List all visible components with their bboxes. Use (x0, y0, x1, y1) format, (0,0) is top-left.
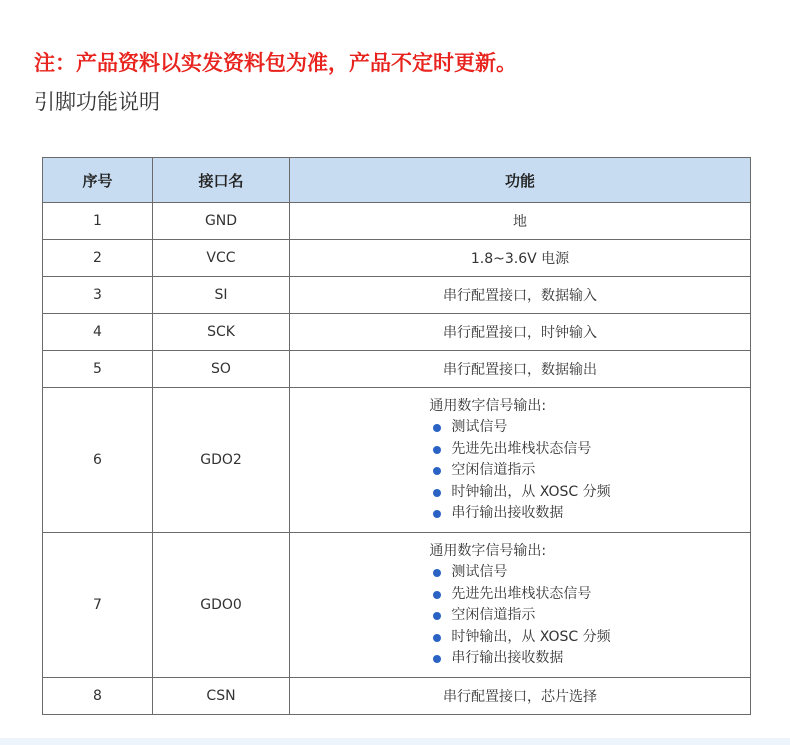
list-item: 串行输出接收数据 (429, 503, 610, 525)
pin-number: 7 (43, 533, 153, 678)
pin-number: 4 (43, 314, 153, 351)
list-item: 串行输出接收数据 (429, 648, 610, 670)
header-interface: 接口名 (153, 158, 290, 203)
table-row (43, 277, 751, 314)
pin-function: 地 (290, 203, 751, 240)
pin-function: 串行配置接口，芯片选择 (290, 678, 751, 715)
pin-name: CSN (153, 678, 290, 715)
function-list (429, 396, 610, 525)
list-item: 空闲信道指示 (429, 460, 610, 482)
function-lead: 通用数字信号输出: (429, 397, 547, 414)
pin-name: SI (153, 277, 290, 314)
pin-function: 串行配置接口，数据输出 (290, 351, 751, 388)
product-notice: 注：产品资料以实发资料包为准，产品不定时更新。 (34, 51, 517, 75)
table-row (43, 240, 751, 277)
list-item: 空闲信道指示 (429, 605, 610, 627)
pin-name: VCC (153, 240, 290, 277)
list-item: 时钟输出，从 XOSC 分频 (429, 482, 610, 504)
list-item: 测试信号 (429, 562, 610, 584)
list-item: 先进先出堆栈状态信号 (429, 584, 610, 606)
function-list (429, 541, 610, 670)
pin-number: 5 (43, 351, 153, 388)
function-lead: 通用数字信号输出: (429, 542, 547, 559)
pin-function-table (42, 157, 751, 715)
table-row (43, 533, 751, 678)
pin-number: 2 (43, 240, 153, 277)
pin-number: 3 (43, 277, 153, 314)
pin-number: 1 (43, 203, 153, 240)
header-function: 功能 (290, 158, 751, 203)
pin-number: 8 (43, 678, 153, 715)
list-item: 先进先出堆栈状态信号 (429, 439, 610, 461)
pin-function (290, 533, 751, 678)
pin-number: 6 (43, 388, 153, 533)
header-no: 序号 (43, 158, 153, 203)
pin-name: GDO2 (153, 388, 290, 533)
table-row (43, 314, 751, 351)
pin-function: 串行配置接口，数据输入 (290, 277, 751, 314)
section-title: 引脚功能说明 (34, 90, 160, 114)
list-item: 时钟输出，从 XOSC 分频 (429, 627, 610, 649)
table-row (43, 203, 751, 240)
table-row (43, 351, 751, 388)
pin-name: SCK (153, 314, 290, 351)
pin-name: GND (153, 203, 290, 240)
pin-function: 串行配置接口，时钟输入 (290, 314, 751, 351)
pin-function: 1.8~3.6V 电源 (290, 240, 751, 277)
pin-name: GDO0 (153, 533, 290, 678)
pin-name: SO (153, 351, 290, 388)
table-header-row (43, 158, 751, 203)
table-row (43, 678, 751, 715)
bottom-band (0, 738, 790, 745)
table-row (43, 388, 751, 533)
pin-function (290, 388, 751, 533)
list-item: 测试信号 (429, 417, 610, 439)
